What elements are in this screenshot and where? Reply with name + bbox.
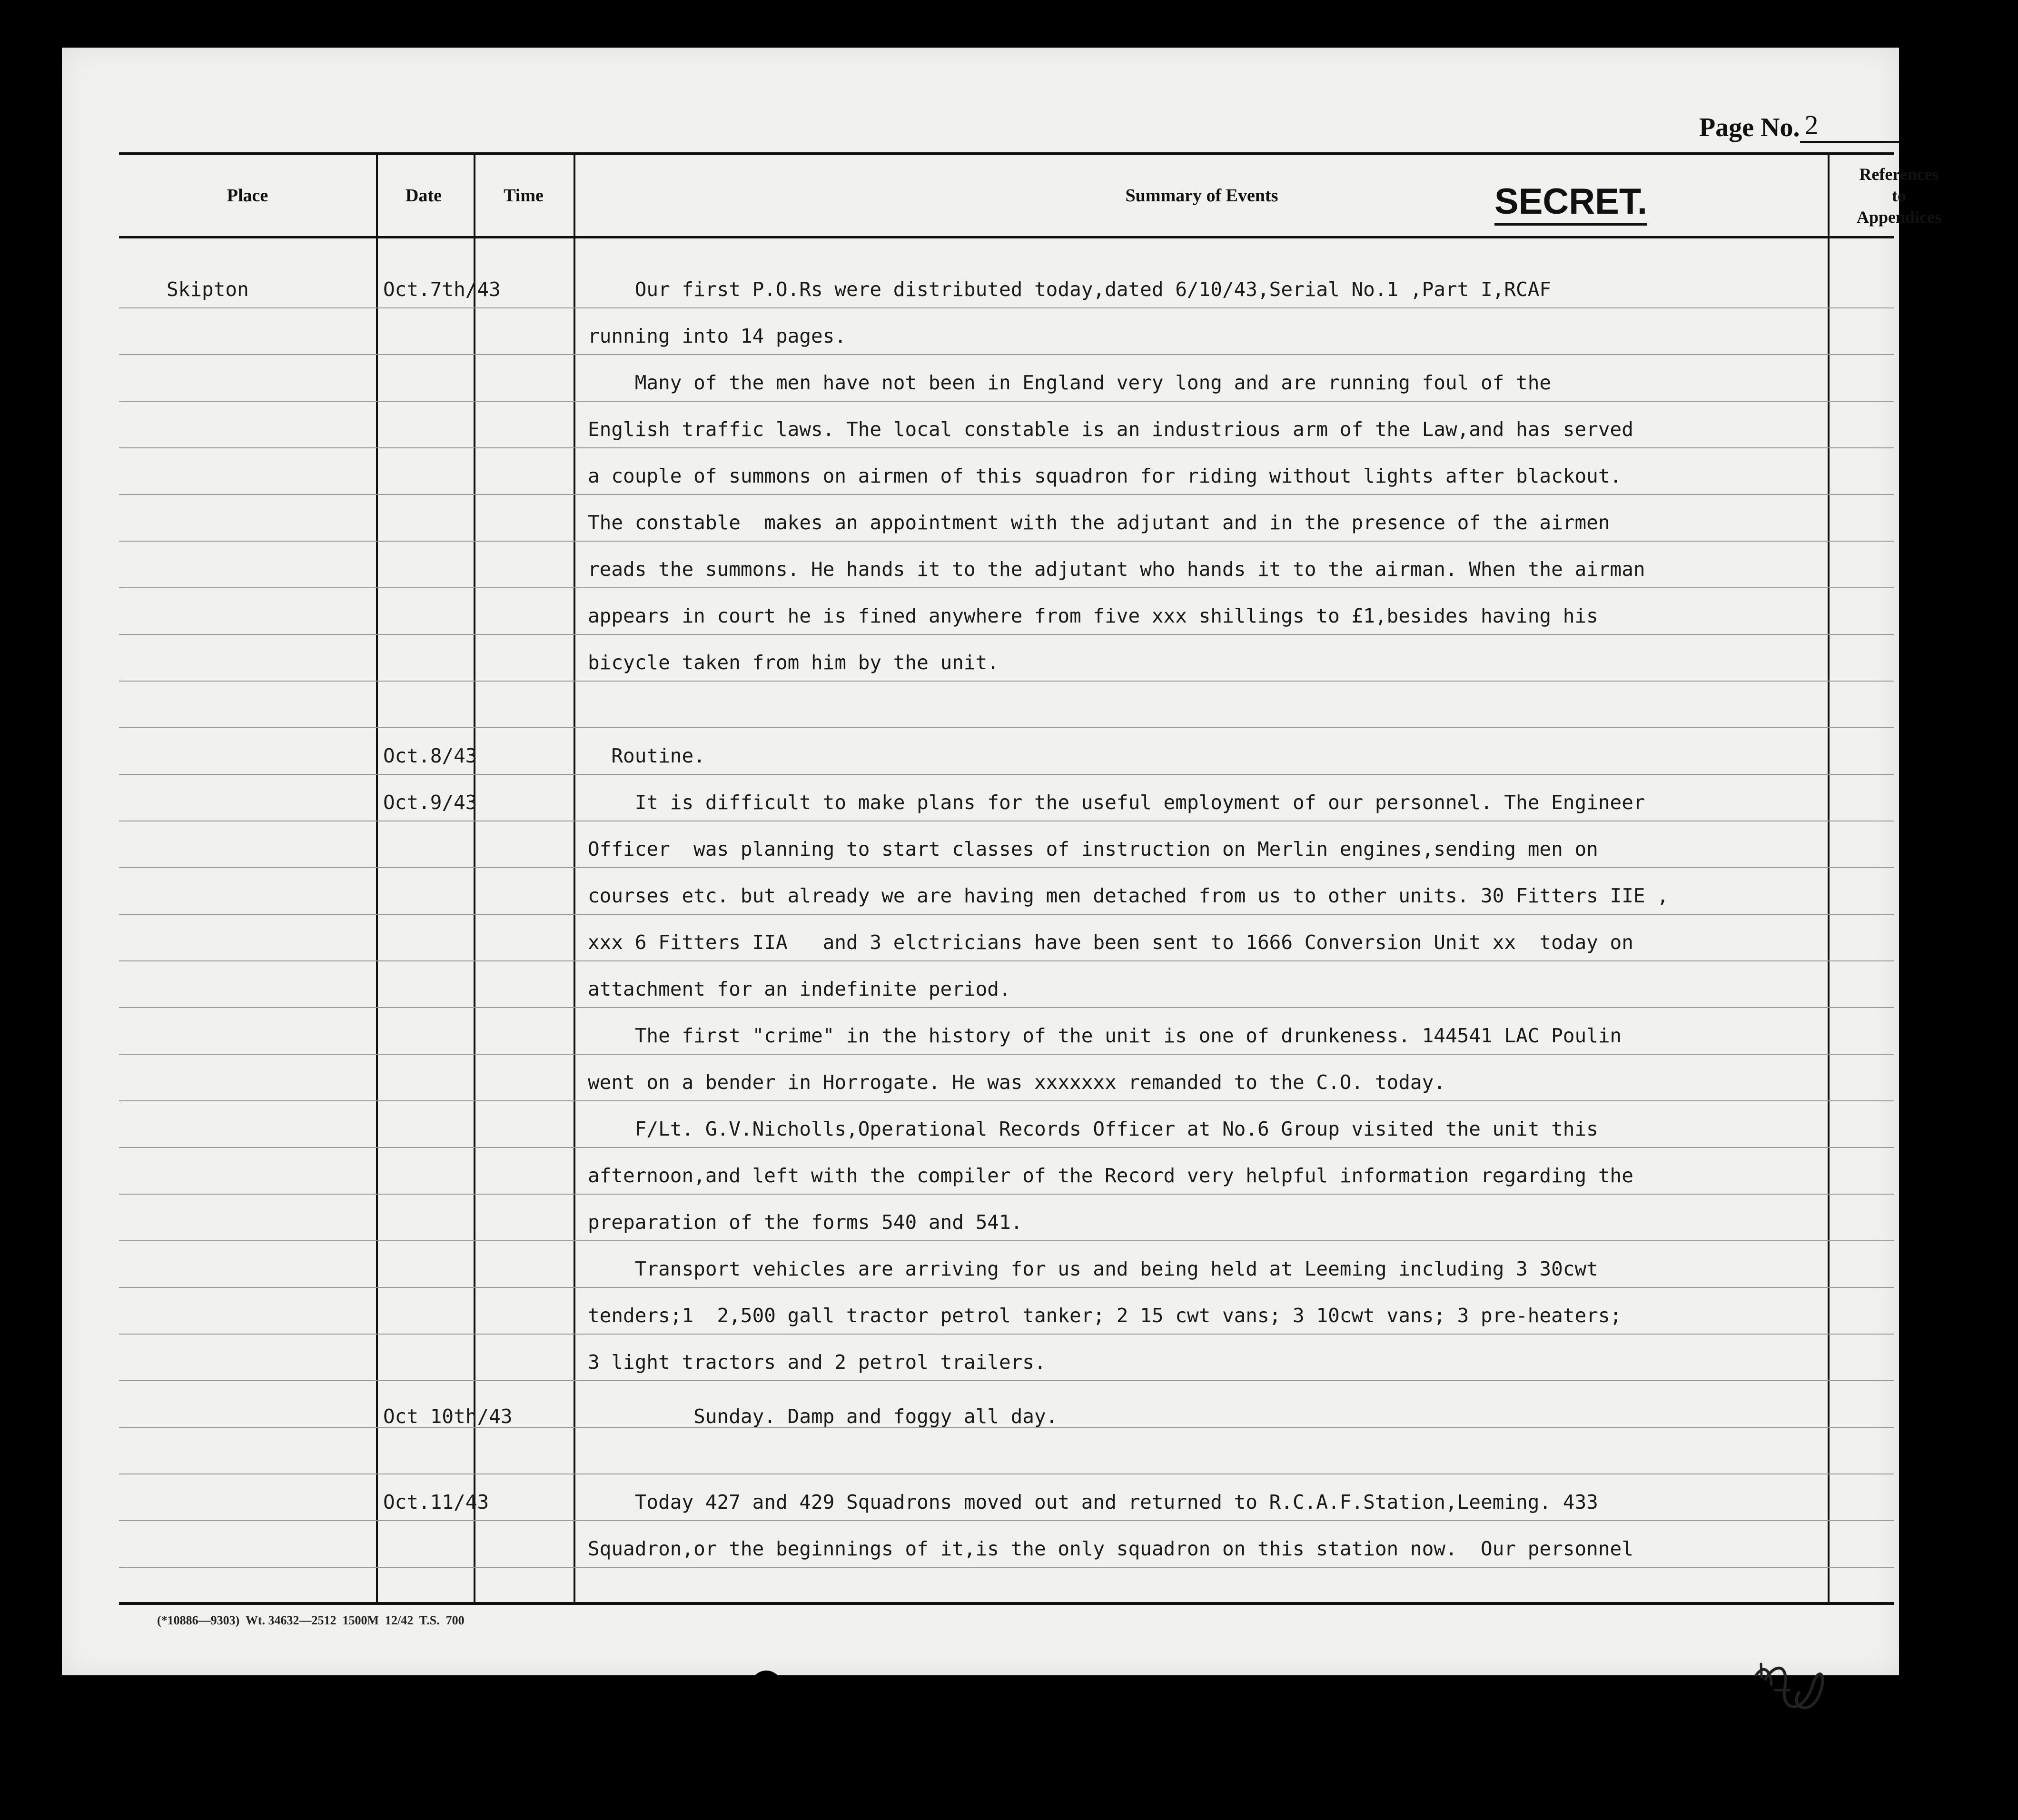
header-references: References to Appendices — [1856, 164, 1942, 227]
page-number-label: Page No. — [1699, 113, 1800, 142]
summary-line: xxx 6 Fitters IIA and 3 elctricians have been sent to 1666 Conversion Unit xx today on — [588, 931, 1633, 954]
summary-line: reads the summons. He hands it to the adjutant who hands it to the airman. When the airman — [588, 558, 1645, 581]
ruled-line — [119, 354, 1894, 355]
ruled-line — [119, 1147, 1894, 1148]
binder-hole — [1718, 1675, 1780, 1747]
date-entry: Oct.7th/43 — [383, 278, 501, 301]
form-footer-print-code: (*10886—9303) Wt. 34632—2512 1500M 12/42 T.S. 700 — [157, 1613, 465, 1627]
binder-hole — [1173, 1685, 1207, 1721]
binder-hole — [195, 1675, 257, 1747]
ruled-line — [119, 494, 1894, 495]
summary-line: preparation of the forms 540 and 541. — [588, 1211, 1023, 1234]
ruled-line — [119, 774, 1894, 775]
ruled-line — [119, 727, 1894, 728]
summary-line: Routine. — [588, 744, 705, 767]
header-place: Place — [227, 186, 268, 206]
ruled-line — [119, 447, 1894, 448]
summary-line: tenders;1 2,500 gall tractor petrol tanker; 2 15 cwt vans; 3 10cwt vans; 3 pre-heaters; — [588, 1304, 1622, 1327]
operations-record-form — [119, 152, 1942, 1605]
date-entry: Oct.8/43 — [383, 744, 477, 767]
binder-hole — [750, 1671, 783, 1706]
header-time: Time — [504, 186, 544, 206]
column-divider-references — [1828, 155, 1830, 1602]
ruled-line — [119, 1007, 1894, 1008]
summary-line: English traffic laws. The local constable is an industrious arm of the Law,and has served — [588, 418, 1633, 441]
summary-line: Squadron,or the beginnings of it,is the only squadron on this station now. Our personnel — [588, 1537, 1633, 1560]
summary-line: The first "crime" in the history of the unit is one of drunkeness. 144541 LAC Poulin — [588, 1024, 1622, 1047]
date-entry: Oct.9/43 — [383, 791, 477, 814]
ruled-line — [119, 1240, 1894, 1241]
summary-line: The constable makes an appointment with the adjutant and in the presence of the airmen — [588, 511, 1610, 534]
ruled-line — [119, 587, 1894, 588]
summary-line: a couple of summons on airmen of this squadron for riding without lights after blackout. — [588, 465, 1622, 487]
date-entry: Oct 10th/43 — [383, 1405, 513, 1428]
summary-line: Sunday. Damp and foggy all day. — [588, 1405, 1058, 1428]
page-number — [1699, 105, 1900, 143]
ruled-line — [119, 1054, 1894, 1055]
ruled-line — [119, 1194, 1894, 1195]
ruled-line — [119, 634, 1894, 635]
ruled-line — [119, 914, 1894, 915]
summary-line: 3 light tractors and 2 petrol trailers. — [588, 1351, 1046, 1374]
summary-line: courses etc. but already we are having men detached from us to other units. 30 Fitters IIE , — [588, 884, 1669, 907]
ruled-line — [119, 307, 1894, 308]
summary-line: Today 427 and 429 Squadrons moved out and returned to R.C.A.F.Station,Leeming. 433 — [588, 1491, 1598, 1513]
summary-line: Officer was planning to start classes of instruction on Merlin engines,sending men on — [588, 838, 1598, 861]
summary-line: afternoon,and left with the compiler of the Record very helpful information regarding the — [588, 1164, 1633, 1187]
ruled-line — [119, 541, 1894, 542]
ruled-line — [119, 681, 1894, 682]
header-date: Date — [406, 186, 442, 206]
ruled-line — [119, 1380, 1894, 1381]
header-summary: Summary of Events — [1125, 186, 1278, 206]
page-number-value: 2 — [1800, 109, 1900, 143]
summary-line: F/Lt. G.V.Nicholls,Operational Records Officer at No.6 Group visited the unit this — [588, 1118, 1598, 1140]
summary-line: Many of the men have not been in England very long and are running foul of the — [588, 371, 1552, 394]
binder-hole — [1221, 1685, 1254, 1721]
summary-line: It is difficult to make plans for the useful employment of our personnel. The Engineer — [588, 791, 1645, 814]
summary-line: Transport vehicles are arriving for us and being held at Leeming including 3 30cwt — [588, 1257, 1598, 1280]
column-divider-time — [474, 155, 475, 1602]
summary-line: running into 14 pages. — [588, 325, 847, 347]
summary-line: appears in court he is fined anywhere from five xxx shillings to £1,besides having his — [588, 604, 1598, 627]
header-divider — [119, 236, 1894, 238]
summary-line: bicycle taken from him by the unit. — [588, 651, 999, 674]
ruled-line — [119, 1287, 1894, 1288]
ruled-line — [119, 1100, 1894, 1101]
summary-line: went on a bender in Horrogate. He was xxxxxxx remanded to the C.O. today. — [588, 1071, 1445, 1094]
ruled-line — [119, 867, 1894, 868]
ruled-line — [119, 960, 1894, 961]
ruled-line — [119, 1334, 1894, 1335]
column-divider-date — [376, 155, 378, 1602]
ruled-line — [119, 401, 1894, 402]
column-divider-summary — [574, 155, 575, 1602]
secret-stamp: SECRET. — [1494, 184, 1647, 226]
summary-line: attachment for an indefinite period. — [588, 978, 1011, 1000]
place-entry: Skipton — [167, 278, 249, 301]
summary-line: Our first P.O.Rs were distributed today,dated 6/10/43,Serial No.1 ,Part I,RCAF — [588, 278, 1552, 301]
binder-hole — [702, 1685, 735, 1721]
ruled-line — [119, 1567, 1894, 1568]
ruled-line — [119, 1520, 1894, 1521]
date-entry: Oct.11/43 — [383, 1491, 489, 1513]
